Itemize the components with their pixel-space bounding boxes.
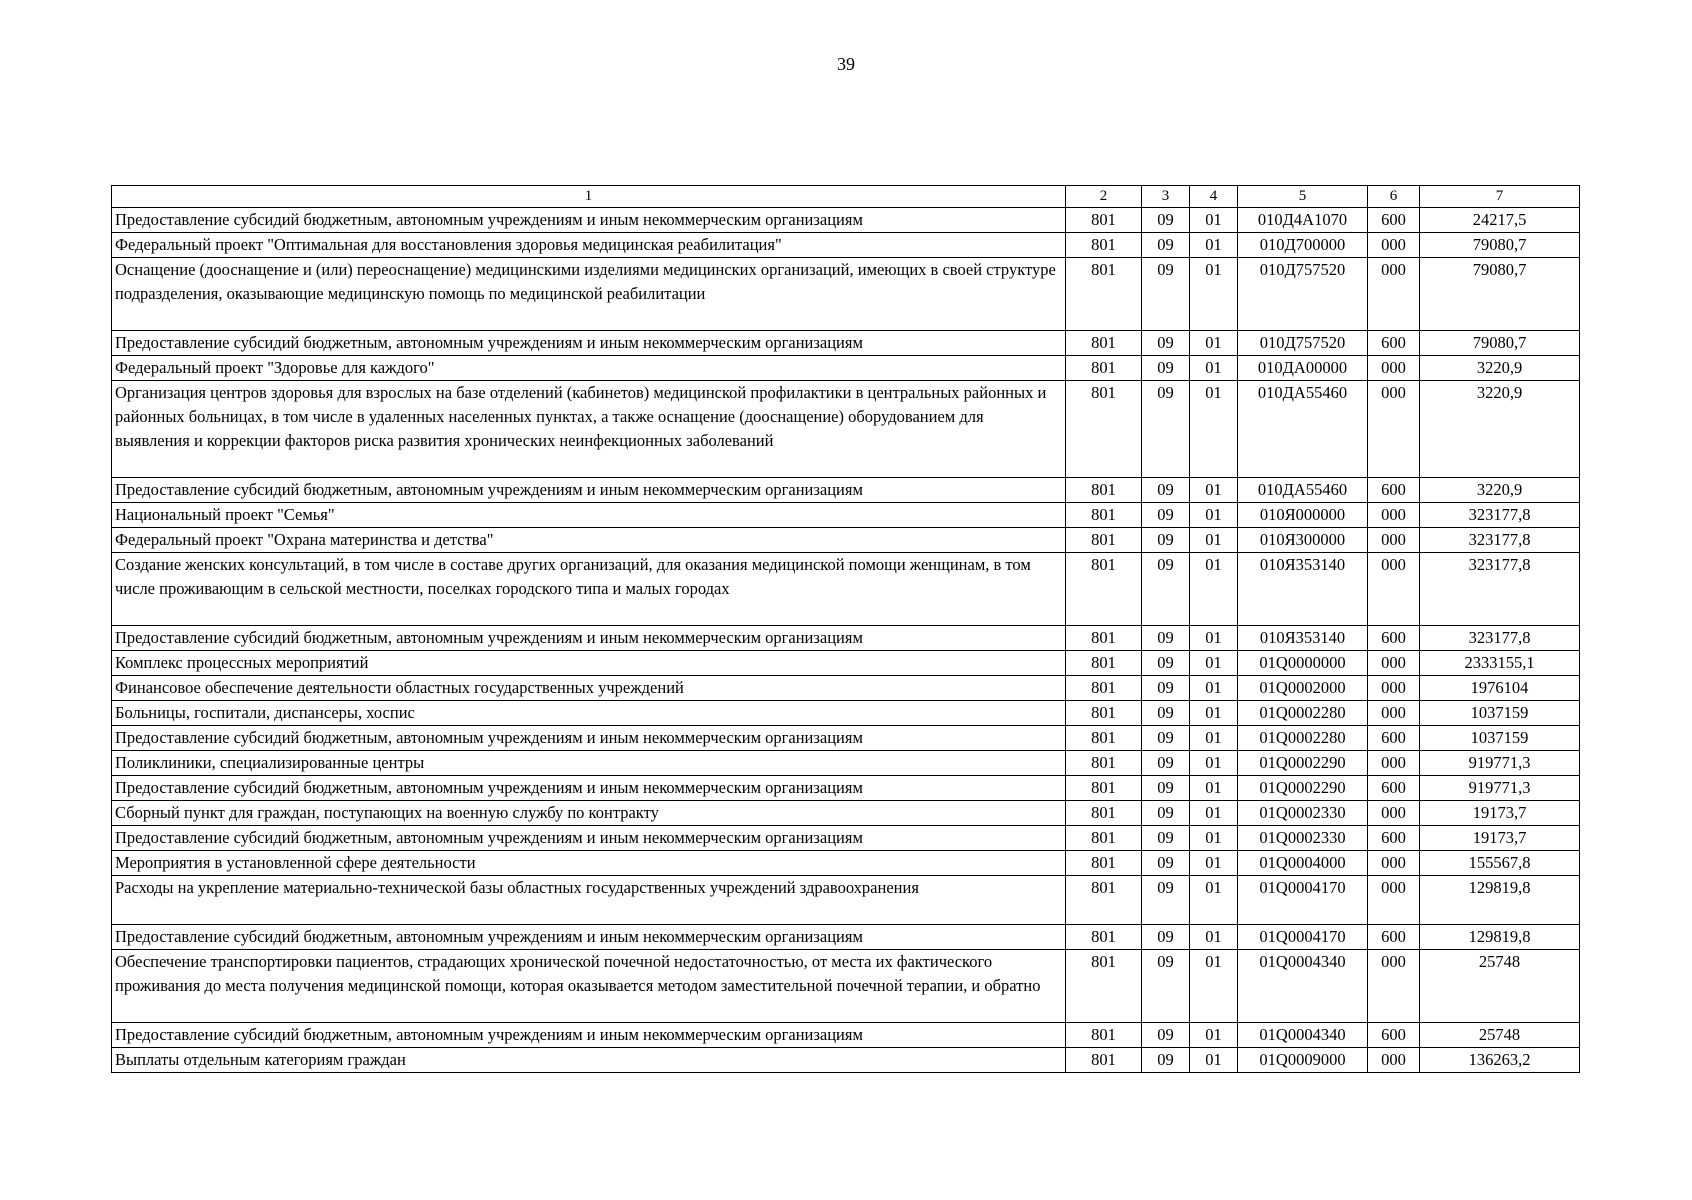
row-name-cell: Предоставление субсидий бюджетным, автономным учреждениям и иным некоммерческим организациям	[112, 726, 1066, 751]
target-article-cell: 01Q0004170	[1238, 876, 1368, 925]
target-article-cell: 010Д4А1070	[1238, 208, 1368, 233]
row-name-cell: Предоставление субсидий бюджетным, автономным учреждениям и иным некоммерческим организациям	[112, 776, 1066, 801]
ministry-code-cell: 801	[1066, 751, 1142, 776]
table-row	[112, 651, 1580, 676]
table-body	[112, 208, 1580, 1073]
table-row	[112, 528, 1580, 553]
table-row	[112, 876, 1580, 925]
ministry-code-cell: 801	[1066, 826, 1142, 851]
subsection-code-cell: 01	[1190, 826, 1238, 851]
row-name-cell: Обеспечение транспортировки пациентов, страдающих хронической почечной недостаточностью, от места их фактического проживания до места получения медицинской помощи, которая оказывается методом заместительной почечной терапии, и обратно	[112, 950, 1066, 1023]
amount-cell: 129819,8	[1420, 925, 1580, 950]
subsection-code-cell: 01	[1190, 726, 1238, 751]
table-row	[112, 676, 1580, 701]
section-code-cell: 09	[1142, 331, 1190, 356]
ministry-code-cell: 801	[1066, 503, 1142, 528]
row-name-cell: Сборный пункт для граждан, поступающих на военную службу по контракту	[112, 801, 1066, 826]
section-code-cell: 09	[1142, 701, 1190, 726]
table-row	[112, 950, 1580, 1023]
expense-type-cell: 000	[1368, 751, 1420, 776]
amount-cell: 1976104	[1420, 676, 1580, 701]
subsection-code-cell: 01	[1190, 676, 1238, 701]
amount-cell: 3220,9	[1420, 478, 1580, 503]
target-article-cell: 01Q0004340	[1238, 950, 1368, 1023]
section-code-cell: 09	[1142, 651, 1190, 676]
section-code-cell: 09	[1142, 553, 1190, 626]
amount-cell: 25748	[1420, 1023, 1580, 1048]
expense-type-cell: 600	[1368, 826, 1420, 851]
expense-type-cell: 600	[1368, 726, 1420, 751]
section-code-cell: 09	[1142, 381, 1190, 478]
subsection-code-cell: 01	[1190, 258, 1238, 331]
row-name-cell: Федеральный проект "Охрана материнства и детства"	[112, 528, 1066, 553]
table-row	[112, 776, 1580, 801]
table-row	[112, 208, 1580, 233]
target-article-cell: 01Q0002330	[1238, 826, 1368, 851]
expense-type-cell: 000	[1368, 950, 1420, 1023]
subsection-code-cell: 01	[1190, 876, 1238, 925]
expense-type-cell: 000	[1368, 258, 1420, 331]
section-code-cell: 09	[1142, 826, 1190, 851]
subsection-code-cell: 01	[1190, 478, 1238, 503]
table-row	[112, 851, 1580, 876]
subsection-code-cell: 01	[1190, 1048, 1238, 1073]
budget-table	[111, 185, 1580, 1073]
row-name-cell: Поликлиники, специализированные центры	[112, 751, 1066, 776]
page-number: 39	[837, 54, 855, 74]
subsection-code-cell: 01	[1190, 950, 1238, 1023]
header-cell: 3	[1142, 186, 1190, 208]
target-article-cell: 010Я000000	[1238, 503, 1368, 528]
table-row	[112, 751, 1580, 776]
subsection-code-cell: 01	[1190, 1023, 1238, 1048]
section-code-cell: 09	[1142, 626, 1190, 651]
ministry-code-cell: 801	[1066, 801, 1142, 826]
header-cell: 2	[1066, 186, 1142, 208]
ministry-code-cell: 801	[1066, 1023, 1142, 1048]
row-name-cell: Организация центров здоровья для взрослых на базе отделений (кабинетов) медицинской профилактики в центральных районных и районных больницах, в том числе в удаленных населенных пунктах, а также оснащение (дооснащение) оборудованием для выявления и коррекции факторов риска развития хронических неинфекционных заболеваний	[112, 381, 1066, 478]
row-name-cell: Финансовое обеспечение деятельности областных государственных учреждений	[112, 676, 1066, 701]
ministry-code-cell: 801	[1066, 553, 1142, 626]
subsection-code-cell: 01	[1190, 751, 1238, 776]
subsection-code-cell: 01	[1190, 503, 1238, 528]
target-article-cell: 01Q0004170	[1238, 925, 1368, 950]
target-article-cell: 01Q0000000	[1238, 651, 1368, 676]
subsection-code-cell: 01	[1190, 553, 1238, 626]
ministry-code-cell: 801	[1066, 1048, 1142, 1073]
target-article-cell: 01Q0009000	[1238, 1048, 1368, 1073]
target-article-cell: 01Q0002000	[1238, 676, 1368, 701]
expense-type-cell: 000	[1368, 356, 1420, 381]
subsection-code-cell: 01	[1190, 776, 1238, 801]
amount-cell: 323177,8	[1420, 503, 1580, 528]
ministry-code-cell: 801	[1066, 726, 1142, 751]
section-code-cell: 09	[1142, 1048, 1190, 1073]
amount-cell: 25748	[1420, 950, 1580, 1023]
table-row	[112, 726, 1580, 751]
section-code-cell: 09	[1142, 876, 1190, 925]
ministry-code-cell: 801	[1066, 356, 1142, 381]
ministry-code-cell: 801	[1066, 478, 1142, 503]
amount-cell: 129819,8	[1420, 876, 1580, 925]
table-row	[112, 701, 1580, 726]
header-cell: 1	[112, 186, 1066, 208]
subsection-code-cell: 01	[1190, 701, 1238, 726]
section-code-cell: 09	[1142, 503, 1190, 528]
row-name-cell: Комплекс процессных мероприятий	[112, 651, 1066, 676]
amount-cell: 323177,8	[1420, 626, 1580, 651]
table-row	[112, 626, 1580, 651]
ministry-code-cell: 801	[1066, 776, 1142, 801]
amount-cell: 136263,2	[1420, 1048, 1580, 1073]
target-article-cell: 010ДА00000	[1238, 356, 1368, 381]
target-article-cell: 01Q0002280	[1238, 701, 1368, 726]
table-row	[112, 925, 1580, 950]
subsection-code-cell: 01	[1190, 356, 1238, 381]
header-row	[112, 186, 1580, 208]
expense-type-cell: 000	[1368, 676, 1420, 701]
amount-cell: 2333155,1	[1420, 651, 1580, 676]
row-name-cell: Предоставление субсидий бюджетным, автономным учреждениям и иным некоммерческим организациям	[112, 478, 1066, 503]
row-name-cell: Федеральный проект "Оптимальная для восстановления здоровья медицинская реабилитация"	[112, 233, 1066, 258]
amount-cell: 19173,7	[1420, 826, 1580, 851]
target-article-cell: 01Q0002290	[1238, 751, 1368, 776]
header-cell: 4	[1190, 186, 1238, 208]
subsection-code-cell: 01	[1190, 331, 1238, 356]
row-name-cell: Предоставление субсидий бюджетным, автономным учреждениям и иным некоммерческим организациям	[112, 331, 1066, 356]
table-row	[112, 331, 1580, 356]
subsection-code-cell: 01	[1190, 208, 1238, 233]
target-article-cell: 010Д700000	[1238, 233, 1368, 258]
section-code-cell: 09	[1142, 478, 1190, 503]
table-row	[112, 258, 1580, 331]
ministry-code-cell: 801	[1066, 528, 1142, 553]
target-article-cell: 010ДА55460	[1238, 381, 1368, 478]
section-code-cell: 09	[1142, 258, 1190, 331]
expense-type-cell: 600	[1368, 626, 1420, 651]
row-name-cell: Создание женских консультаций, в том числе в составе других организаций, для оказания медицинской помощи женщинам, в том числе проживающим в сельской местности, поселках городского типа и малых городах	[112, 553, 1066, 626]
section-code-cell: 09	[1142, 356, 1190, 381]
target-article-cell: 010Я353140	[1238, 553, 1368, 626]
table-row	[112, 478, 1580, 503]
subsection-code-cell: 01	[1190, 233, 1238, 258]
subsection-code-cell: 01	[1190, 626, 1238, 651]
table-row	[112, 801, 1580, 826]
expense-type-cell: 000	[1368, 876, 1420, 925]
header-cell: 5	[1238, 186, 1368, 208]
expense-type-cell: 000	[1368, 233, 1420, 258]
row-name-cell: Выплаты отдельным категориям граждан	[112, 1048, 1066, 1073]
target-article-cell: 01Q0004000	[1238, 851, 1368, 876]
amount-cell: 1037159	[1420, 726, 1580, 751]
amount-cell: 919771,3	[1420, 776, 1580, 801]
target-article-cell: 01Q0002330	[1238, 801, 1368, 826]
subsection-code-cell: 01	[1190, 851, 1238, 876]
section-code-cell: 09	[1142, 233, 1190, 258]
ministry-code-cell: 801	[1066, 331, 1142, 356]
ministry-code-cell: 801	[1066, 233, 1142, 258]
table-row	[112, 381, 1580, 478]
expense-type-cell: 000	[1368, 701, 1420, 726]
amount-cell: 79080,7	[1420, 258, 1580, 331]
row-name-cell: Федеральный проект "Здоровье для каждого"	[112, 356, 1066, 381]
target-article-cell: 01Q0002280	[1238, 726, 1368, 751]
subsection-code-cell: 01	[1190, 381, 1238, 478]
table-row	[112, 1048, 1580, 1073]
row-name-cell: Предоставление субсидий бюджетным, автономным учреждениям и иным некоммерческим организациям	[112, 925, 1066, 950]
subsection-code-cell: 01	[1190, 801, 1238, 826]
expense-type-cell: 000	[1368, 528, 1420, 553]
section-code-cell: 09	[1142, 1023, 1190, 1048]
header-cell: 7	[1420, 186, 1580, 208]
row-name-cell: Предоставление субсидий бюджетным, автономным учреждениям и иным некоммерческим организациям	[112, 826, 1066, 851]
amount-cell: 24217,5	[1420, 208, 1580, 233]
table-row	[112, 503, 1580, 528]
target-article-cell: 010Я300000	[1238, 528, 1368, 553]
expense-type-cell: 000	[1368, 651, 1420, 676]
target-article-cell: 010Я353140	[1238, 626, 1368, 651]
amount-cell: 1037159	[1420, 701, 1580, 726]
expense-type-cell: 000	[1368, 381, 1420, 478]
amount-cell: 155567,8	[1420, 851, 1580, 876]
ministry-code-cell: 801	[1066, 651, 1142, 676]
subsection-code-cell: 01	[1190, 925, 1238, 950]
ministry-code-cell: 801	[1066, 381, 1142, 478]
expense-type-cell: 600	[1368, 1023, 1420, 1048]
amount-cell: 3220,9	[1420, 356, 1580, 381]
ministry-code-cell: 801	[1066, 925, 1142, 950]
ministry-code-cell: 801	[1066, 208, 1142, 233]
expense-type-cell: 600	[1368, 925, 1420, 950]
amount-cell: 3220,9	[1420, 381, 1580, 478]
amount-cell: 19173,7	[1420, 801, 1580, 826]
section-code-cell: 09	[1142, 751, 1190, 776]
row-name-cell: Предоставление субсидий бюджетным, автономным учреждениям и иным некоммерческим организациям	[112, 626, 1066, 651]
row-name-cell: Расходы на укрепление материально-технической базы областных государственных учреждений здравоохранения	[112, 876, 1066, 925]
row-name-cell: Мероприятия в установленной сфере деятельности	[112, 851, 1066, 876]
expense-type-cell: 600	[1368, 776, 1420, 801]
target-article-cell: 010Д757520	[1238, 258, 1368, 331]
table-row	[112, 1023, 1580, 1048]
row-name-cell: Предоставление субсидий бюджетным, автономным учреждениям и иным некоммерческим организациям	[112, 1023, 1066, 1048]
amount-cell: 79080,7	[1420, 331, 1580, 356]
target-article-cell: 01Q0004340	[1238, 1023, 1368, 1048]
subsection-code-cell: 01	[1190, 528, 1238, 553]
section-code-cell: 09	[1142, 950, 1190, 1023]
section-code-cell: 09	[1142, 925, 1190, 950]
amount-cell: 323177,8	[1420, 553, 1580, 626]
section-code-cell: 09	[1142, 676, 1190, 701]
section-code-cell: 09	[1142, 801, 1190, 826]
ministry-code-cell: 801	[1066, 876, 1142, 925]
expense-type-cell: 600	[1368, 331, 1420, 356]
section-code-cell: 09	[1142, 528, 1190, 553]
amount-cell: 919771,3	[1420, 751, 1580, 776]
expense-type-cell: 600	[1368, 208, 1420, 233]
expense-type-cell: 000	[1368, 1048, 1420, 1073]
ministry-code-cell: 801	[1066, 950, 1142, 1023]
row-name-cell: Больницы, госпитали, диспансеры, хоспис	[112, 701, 1066, 726]
table-row	[112, 553, 1580, 626]
target-article-cell: 010ДА55460	[1238, 478, 1368, 503]
expense-type-cell: 000	[1368, 553, 1420, 626]
subsection-code-cell: 01	[1190, 651, 1238, 676]
amount-cell: 79080,7	[1420, 233, 1580, 258]
target-article-cell: 01Q0002290	[1238, 776, 1368, 801]
expense-type-cell: 000	[1368, 503, 1420, 528]
row-name-cell: Предоставление субсидий бюджетным, автономным учреждениям и иным некоммерческим организациям	[112, 208, 1066, 233]
ministry-code-cell: 801	[1066, 258, 1142, 331]
section-code-cell: 09	[1142, 851, 1190, 876]
expense-type-cell: 600	[1368, 478, 1420, 503]
ministry-code-cell: 801	[1066, 851, 1142, 876]
amount-cell: 323177,8	[1420, 528, 1580, 553]
row-name-cell: Национальный проект "Семья"	[112, 503, 1066, 528]
table-row	[112, 826, 1580, 851]
header-cell: 6	[1368, 186, 1420, 208]
expense-type-cell: 000	[1368, 851, 1420, 876]
table-row	[112, 356, 1580, 381]
section-code-cell: 09	[1142, 776, 1190, 801]
ministry-code-cell: 801	[1066, 701, 1142, 726]
table-row	[112, 233, 1580, 258]
ministry-code-cell: 801	[1066, 626, 1142, 651]
section-code-cell: 09	[1142, 208, 1190, 233]
row-name-cell: Оснащение (дооснащение и (или) переоснащение) медицинскими изделиями медицинских организаций, имеющих в своей структуре подразделения, оказывающие медицинскую помощь по медицинской реабилитации	[112, 258, 1066, 331]
target-article-cell: 010Д757520	[1238, 331, 1368, 356]
ministry-code-cell: 801	[1066, 676, 1142, 701]
expense-type-cell: 000	[1368, 801, 1420, 826]
section-code-cell: 09	[1142, 726, 1190, 751]
